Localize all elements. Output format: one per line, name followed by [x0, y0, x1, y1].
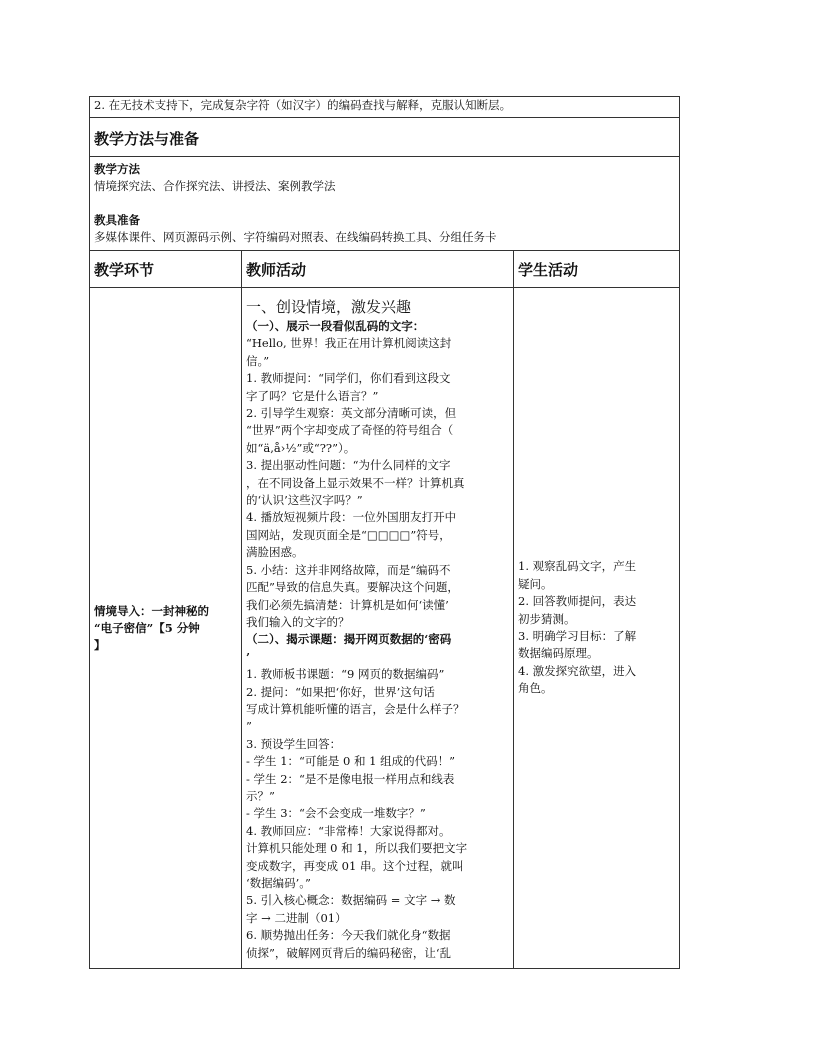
objective-row: [90, 97, 680, 118]
method-label: 教学方法: [94, 162, 140, 176]
student-line: 初步猜测。: [518, 611, 576, 626]
student-line: 3. 明确学习目标：了解: [518, 629, 637, 643]
teacher-line: ’: [246, 649, 251, 664]
teacher-line: 2. 提问：“如果把‘你好，世界’这句话: [246, 684, 435, 699]
teacher-line: 如“ä,å›½”或“??”）。: [246, 440, 356, 455]
header-student: 学生活动: [514, 251, 680, 288]
methods-title: 教学方法与准备: [90, 118, 680, 157]
intro-row: [90, 288, 680, 969]
student-line: 1. 观察乱码文字，产生: [518, 559, 637, 574]
method-text: 情境探究法、合作探究法、讲授法、案例教学法: [94, 179, 336, 193]
teacher-line: 5. 小结：这并非网络故障，而是“编码不: [246, 562, 451, 577]
teacher-lines: [246, 318, 509, 962]
header-link: 教学环节: [90, 251, 242, 288]
teacher-line: “Hello, 世界！我正在用计算机阅读这封: [246, 336, 452, 351]
teacher-line: ‘数据编码’。”: [246, 876, 311, 890]
teacher-line: 我们必须先搞清楚：计算机是如何‘读懂’: [246, 597, 449, 612]
teacher-line: 计算机只能处理 0 和 1，所以我们要把文字: [246, 841, 468, 856]
link-line: “电子密信”【5 分钟: [94, 620, 200, 635]
prep-text: 多媒体课件、网页源码示例、字符编码对照表、在线编码转换工具、分组任务卡: [94, 230, 497, 244]
teacher-line: 1. 教师板书课题：“9 网页的数据编码”: [246, 667, 445, 682]
header-row: [90, 251, 680, 288]
student-lines: [518, 558, 675, 697]
objective-text: 2. 在无技术支持下，完成复杂字符（如汉字）的编码查找与解释，克服认知断层。: [90, 97, 680, 118]
teacher-line: “世界”两个字却变成了奇怪的符号组合（: [246, 423, 454, 438]
teacher-line: - 学生 2：“是不是像电报一样用点和线表: [246, 771, 455, 786]
link-cell: [90, 288, 242, 969]
link-line: 情境导入：一封神秘的: [94, 603, 209, 618]
student-activity-cell: [514, 288, 680, 969]
student-line: 2. 回答教师提问，表达: [518, 594, 637, 609]
teacher-line: 4. 教师回应：“非常棒！大家说得都对。: [246, 823, 451, 838]
teacher-heading: 一、创设情境，激发兴趣: [246, 298, 412, 316]
teacher-line: 3. 预设学生回答：: [246, 736, 342, 751]
teacher-line: 3. 提出驱动性问题：“为什么同样的文字: [246, 458, 451, 473]
student-line: 疑问。: [518, 576, 553, 591]
teacher-line: 的‘认识’这些汉字吗？”: [246, 493, 363, 508]
teacher-line: 示？”: [246, 788, 275, 803]
link-line: 】: [94, 637, 106, 652]
teacher-line: 写成计算机能听懂的语言，会是什么样子？: [246, 701, 465, 716]
lesson-plan-table: [89, 96, 680, 969]
header-teacher: 教师活动: [242, 251, 514, 288]
teacher-line: 匹配”导致的信息失真。要解决这个问题，: [246, 580, 459, 595]
teacher-line: 字 → 二进制（01）: [246, 910, 347, 925]
student-line: 角色。: [518, 681, 553, 696]
teacher-line: （二）、揭示课题：揭开网页数据的‘密码: [246, 632, 452, 647]
teacher-line: 2. 引导学生观察：英文部分清晰可读，但: [246, 406, 457, 421]
teacher-line: 1. 教师提问：“同学们，你们看到这段文: [246, 371, 451, 386]
methods-detail: [90, 157, 680, 251]
teacher-line: - 学生 1：“可能是 0 和 1 组成的代码！”: [246, 754, 456, 769]
student-line: 4. 激发探究欲望，进入: [518, 663, 637, 678]
methods-detail-row: [90, 157, 680, 251]
lesson-plan-page: [89, 96, 679, 969]
student-line: 数据编码原理。: [518, 646, 599, 661]
teacher-line: - 学生 3：“会不会变成一堆数字？”: [246, 806, 426, 821]
teacher-line: 5. 引入核心概念：数据编码 = 文字 → 数: [246, 893, 456, 908]
teacher-line: 国网站，发现页面全是“□□□□”符号，: [246, 527, 451, 542]
teacher-line: 变成数字，再变成 01 串。这个过程，就叫: [246, 858, 464, 873]
teacher-line: 我们输入的文字的？: [246, 614, 350, 629]
teacher-line: 侦探”，破解网页背后的编码秘密，让‘乱: [246, 945, 452, 960]
teacher-line: （一）、展示一段看似乱码的文字：: [246, 319, 425, 333]
teacher-line: ”: [246, 719, 252, 734]
teacher-activity-cell: [242, 288, 514, 969]
methods-title-row: [90, 118, 680, 157]
teacher-line: 字了吗？它是什么语言？”: [246, 388, 379, 403]
teacher-line: 信。”: [246, 353, 270, 368]
teacher-line: 4. 播放短视频片段：一位外国朋友打开中: [246, 510, 457, 525]
teacher-line: 6. 顺势抛出任务：今天我们就化身“数据: [246, 928, 451, 943]
teacher-line: 满脸困惑。: [246, 545, 304, 560]
prep-label: 教具准备: [94, 213, 140, 227]
teacher-line: ，在不同设备上显示效果不一样？计算机真: [246, 475, 465, 490]
